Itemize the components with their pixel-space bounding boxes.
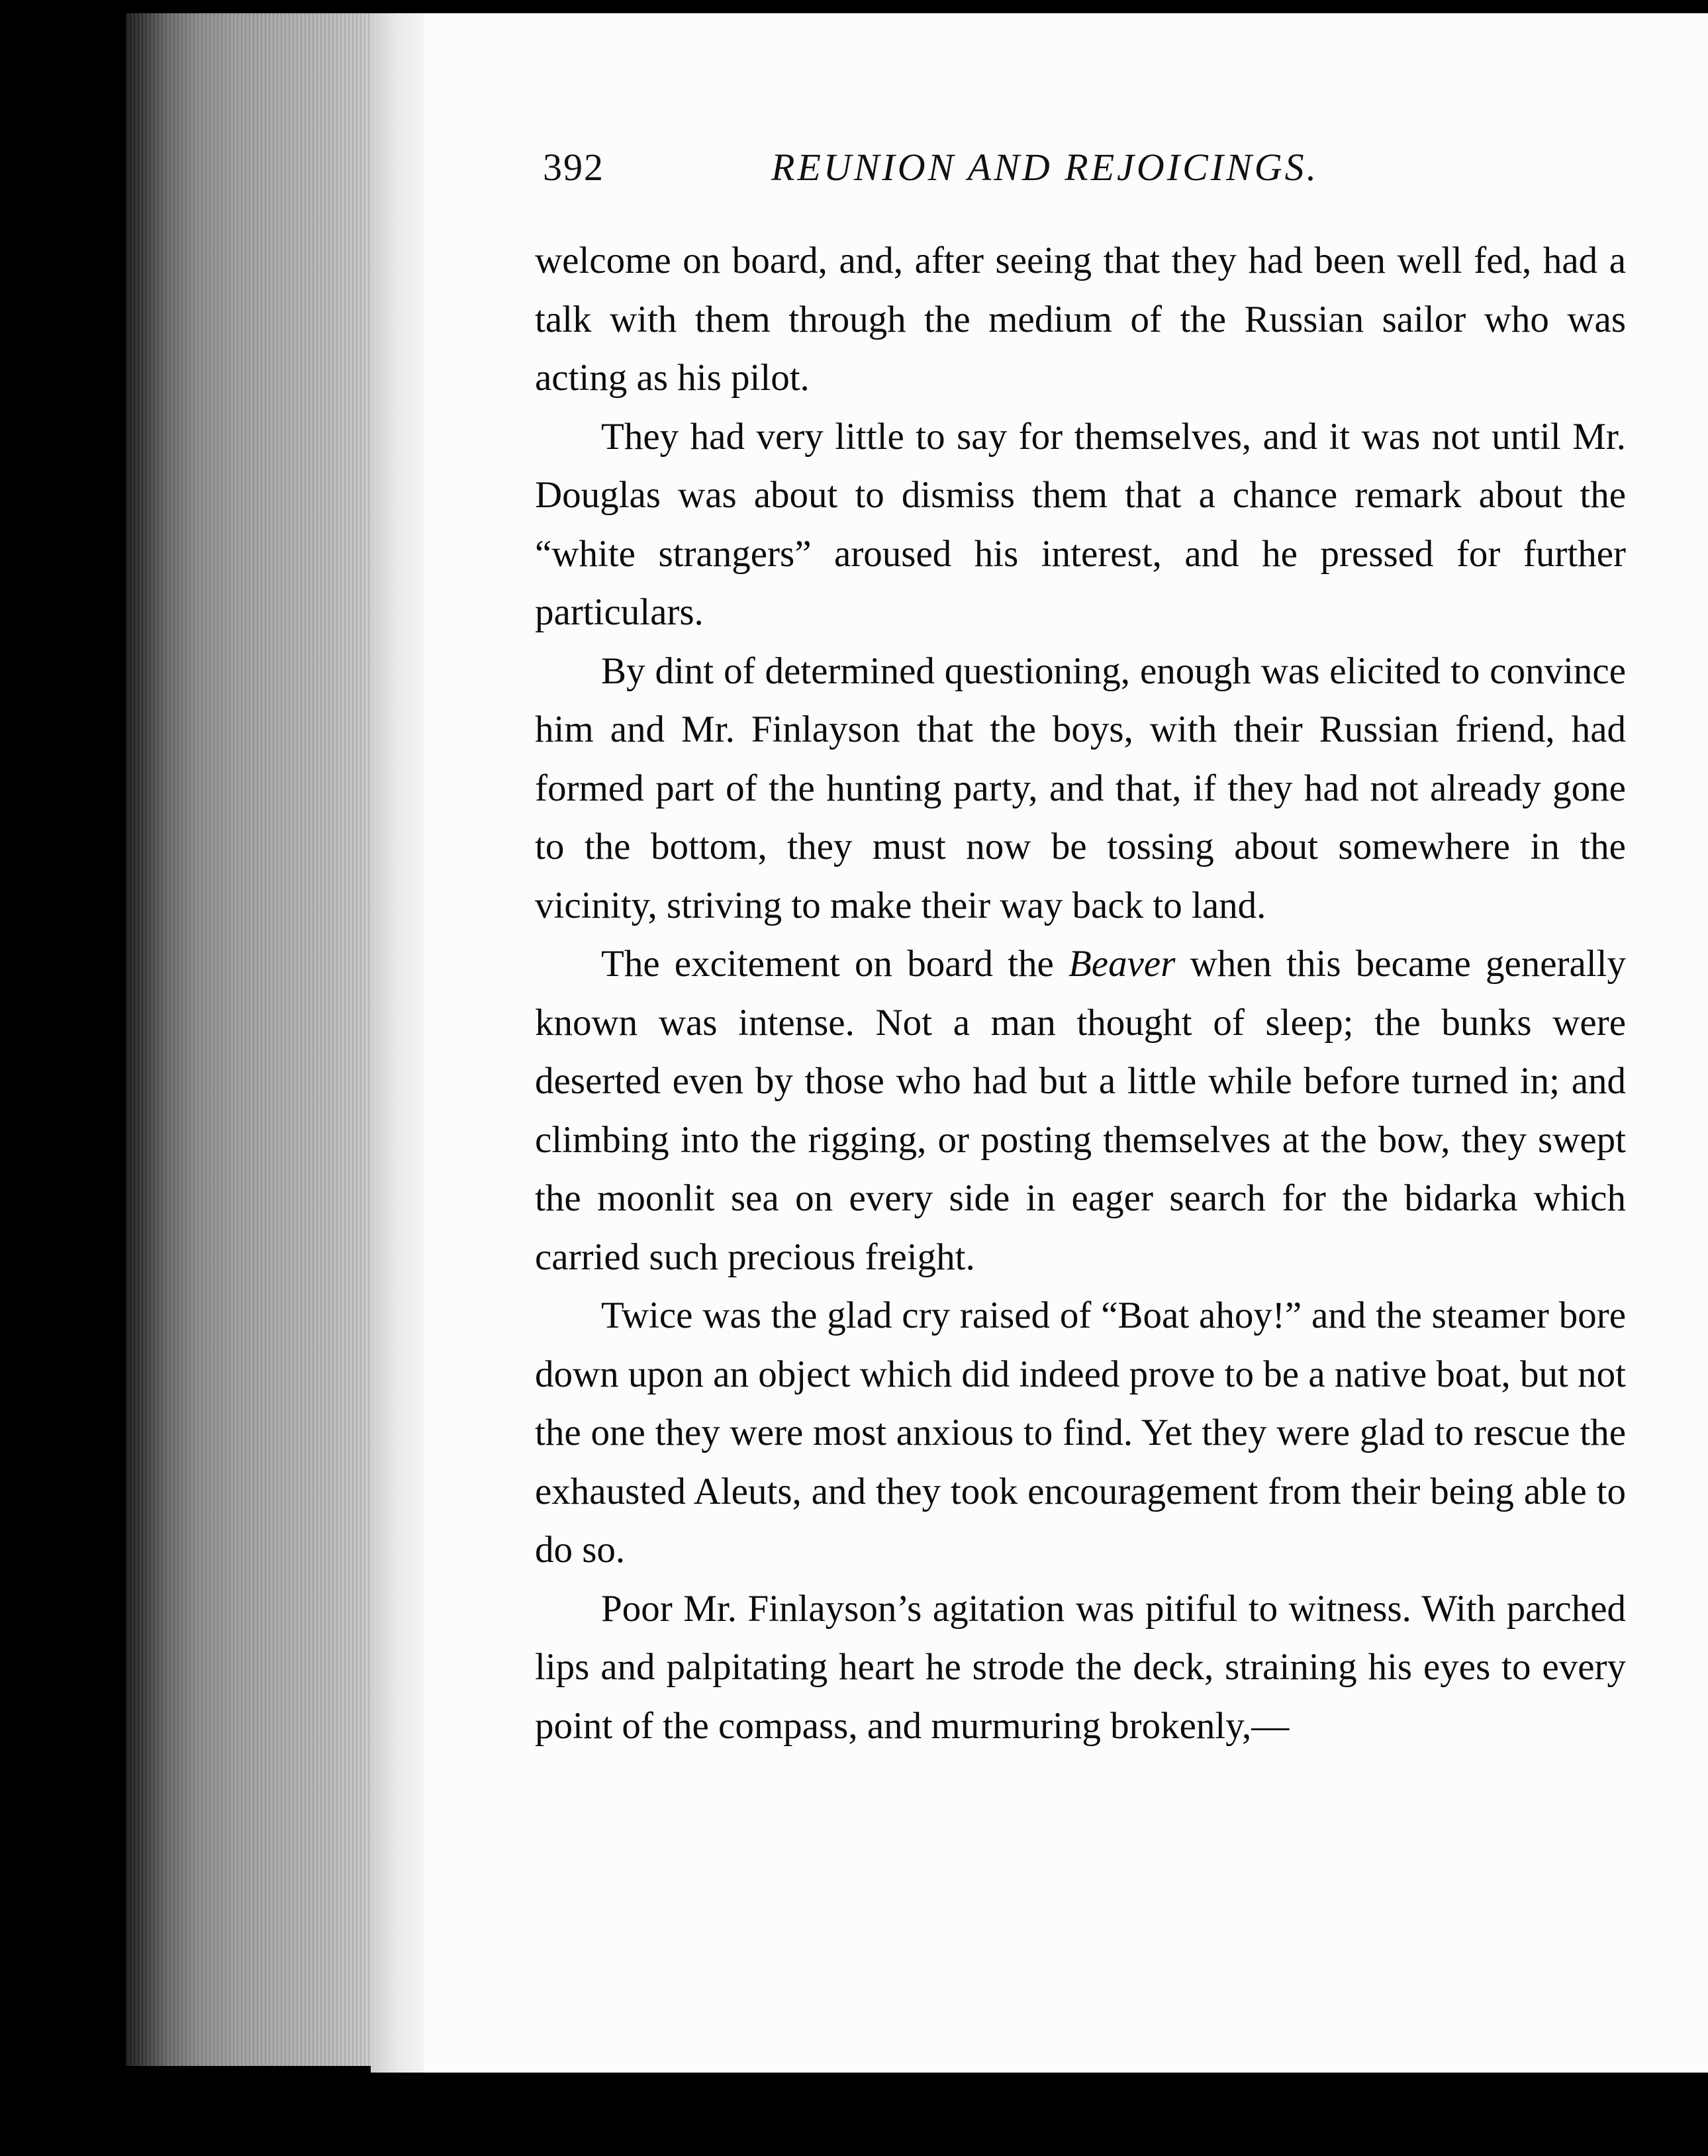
paragraph-2: They had very little to say for themselves, and it was not until Mr. Douglas was about to dismiss them that a chance remark about the “white strangers” aroused his interest, and he pressed for further particulars. (535, 415, 1626, 633)
paragraph-3: By dint of determined questioning, enough was elicited to convince him and Mr. Finlayson that the boys, with their Russian friend, had formed part of the hunting party, and that, if they had not already gone to the bottom, they must now be tossing about somewhere in the vicinity, striving to make their way back to land. (535, 650, 1626, 926)
running-title: REUNION AND REJOICINGS. (771, 146, 1319, 189)
paragraph-5: Twice was the glad cry raised of “Boat ahoy!” and the steamer bore down upon an object which did indeed prove to be a native boat, but not the one they were most anxious to find. Yet they were glad to rescue the exhausted Aleuts, and they took encouragement from their being able to do so. (535, 1295, 1626, 1571)
paragraph-4-start: The excitement on board the (601, 943, 1068, 985)
running-head (543, 144, 1403, 191)
ship-name: Beaver (1068, 943, 1176, 985)
body-text (535, 232, 1626, 1755)
paragraph-1: welcome on board, and, after seeing that they had been well fed, had a talk with them through the medium of the Russian sailor who was acting as his pilot. (535, 240, 1626, 399)
scan-top-border (0, 0, 1708, 15)
book-gutter (371, 13, 430, 2073)
paragraph-6: Poor Mr. Finlayson’s agitation was pitiful to witness. With parched lips and palpitating heart he strode the deck, straining his eyes to every point of the compass, and murmuring brokenly,— (535, 1587, 1626, 1747)
page-number: 392 (543, 146, 604, 189)
paragraph-4 (535, 935, 1626, 1287)
paragraph-4-rest: when this became generally known was intense. Not a man thought of sleep; the bunks were deserted even by those who had but a little while before turned in; and climbing into the rigging, or posting themselves at the bow, they swept the moonlit sea on every side in eager search for the bidarka which carried such precious freight. (535, 943, 1627, 1278)
